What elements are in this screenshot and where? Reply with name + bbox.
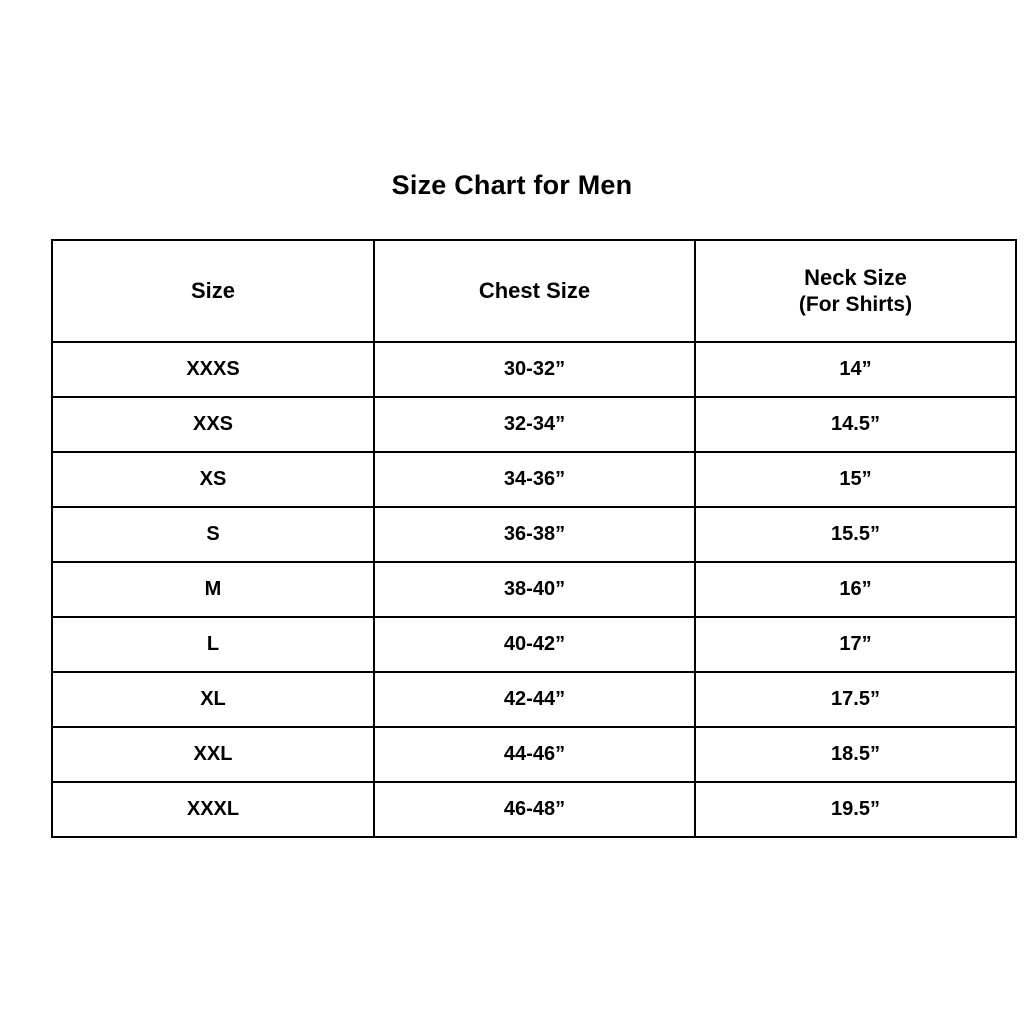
table-row bbox=[52, 507, 1016, 562]
cell-size: XXL bbox=[52, 727, 374, 782]
cell-neck: 17.5” bbox=[695, 672, 1016, 727]
cell-neck: 14.5” bbox=[695, 397, 1016, 452]
cell-size: L bbox=[52, 617, 374, 672]
table-header-row bbox=[52, 240, 1016, 342]
column-header-neck-size-sublabel: (For Shirts) bbox=[798, 292, 913, 316]
cell-neck: 15” bbox=[695, 452, 1016, 507]
table-row bbox=[52, 397, 1016, 452]
cell-neck: 17” bbox=[695, 617, 1016, 672]
cell-size: XXXS bbox=[52, 342, 374, 397]
column-header-chest-size bbox=[374, 240, 695, 342]
cell-chest: 36-38” bbox=[374, 507, 695, 562]
size-chart-table-container bbox=[51, 239, 973, 838]
cell-size: S bbox=[52, 507, 374, 562]
cell-neck: 18.5” bbox=[695, 727, 1016, 782]
cell-chest: 38-40” bbox=[374, 562, 695, 617]
cell-chest: 40-42” bbox=[374, 617, 695, 672]
cell-neck: 19.5” bbox=[695, 782, 1016, 837]
cell-chest: 34-36” bbox=[374, 452, 695, 507]
column-header-chest-size-label: Chest Size bbox=[478, 278, 591, 304]
table-body bbox=[52, 342, 1016, 837]
table-row bbox=[52, 452, 1016, 507]
column-header-neck-size bbox=[695, 240, 1016, 342]
cell-chest: 44-46” bbox=[374, 727, 695, 782]
cell-chest: 46-48” bbox=[374, 782, 695, 837]
page-title: Size Chart for Men bbox=[391, 170, 633, 200]
table-row bbox=[52, 672, 1016, 727]
cell-size: XL bbox=[52, 672, 374, 727]
cell-chest: 32-34” bbox=[374, 397, 695, 452]
cell-size: M bbox=[52, 562, 374, 617]
cell-chest: 30-32” bbox=[374, 342, 695, 397]
table-row bbox=[52, 727, 1016, 782]
column-header-neck-size-label: Neck Size bbox=[804, 265, 907, 291]
cell-size: XXS bbox=[52, 397, 374, 452]
cell-neck: 16” bbox=[695, 562, 1016, 617]
table-row bbox=[52, 782, 1016, 837]
cell-neck: 15.5” bbox=[695, 507, 1016, 562]
column-header-size-label: Size bbox=[190, 278, 236, 304]
cell-neck: 14” bbox=[695, 342, 1016, 397]
column-header-size bbox=[52, 240, 374, 342]
table-row bbox=[52, 617, 1016, 672]
size-chart-table bbox=[51, 239, 1017, 838]
table-row bbox=[52, 342, 1016, 397]
table-header bbox=[52, 240, 1016, 342]
table-row bbox=[52, 562, 1016, 617]
cell-size: XXXL bbox=[52, 782, 374, 837]
cell-chest: 42-44” bbox=[374, 672, 695, 727]
cell-size: XS bbox=[52, 452, 374, 507]
